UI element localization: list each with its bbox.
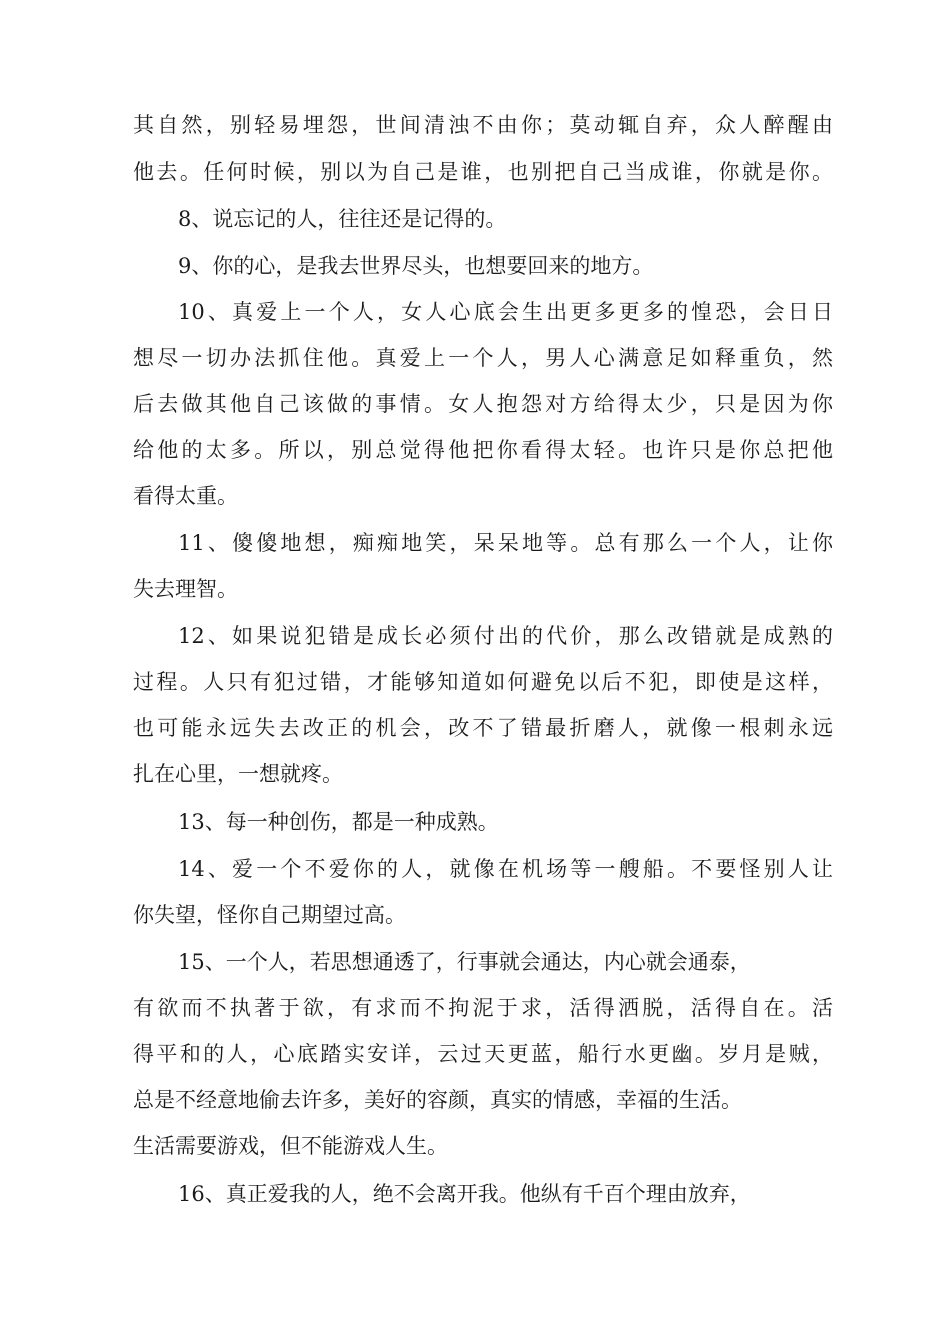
list-item-11: 11、傻傻地想，痴痴地笑，呆呆地等。总有那么一个人，让你 <box>178 531 833 555</box>
list-item-15: 15、一个人，若思想通透了，行事就会通达，内心就会通泰， <box>178 950 751 974</box>
list-item-12: 12、如果说犯错是成长必须付出的代价，那么改错就是成熟的 <box>178 624 833 648</box>
list-item-14: 14、爱一个不爱你的人，就像在机场等一艘船。不要怪别人让 <box>178 857 833 881</box>
text-line: 有欲而不执著于欲，有求而不拘泥于求，活得洒脱，活得自在。活 <box>133 996 833 1020</box>
text-line: 也可能永远失去改正的机会，改不了错最折磨人，就像一根刺永远 <box>133 716 833 740</box>
text-line: 后去做其他自己该做的事情。女人抱怨对方给得太少，只是因为你 <box>133 392 833 416</box>
list-item-9: 9、你的心，是我去世界尽头，也想要回来的地方。 <box>178 254 654 278</box>
text-line: 其自然，别轻易埋怨，世间清浊不由你；莫动辄自弃，众人醉醒由 <box>133 113 833 137</box>
text-line: 得平和的人，心底踏实安详，云过天更蓝，船行水更幽。岁月是贼， <box>133 1042 833 1066</box>
text-line: 看得太重。 <box>133 484 238 508</box>
text-line: 扎在心里，一想就疼。 <box>133 762 343 786</box>
text-line: 失去理智。 <box>133 577 238 601</box>
list-item-16: 16、真正爱我的人，绝不会离开我。他纵有千百个理由放弃， <box>178 1182 751 1206</box>
text-line: 给他的太多。所以，别总觉得他把你看得太轻。也许只是你总把他 <box>133 438 833 462</box>
text-line: 过程。人只有犯过错，才能够知道如何避免以后不犯，即使是这样， <box>133 670 833 694</box>
text-line: 生活需要游戏，但不能游戏人生。 <box>133 1134 448 1158</box>
text-line: 你失望，怪你自己期望过高。 <box>133 903 406 927</box>
list-item-13: 13、每一种创伤，都是一种成熟。 <box>178 810 499 834</box>
list-item-8: 8、说忘记的人，往往还是记得的。 <box>178 207 507 231</box>
text-line: 总是不经意地偷去许多，美好的容颜，真实的情感，幸福的生活。 <box>133 1088 742 1112</box>
list-item-10: 10、真爱上一个人，女人心底会生出更多更多的惶恐，会日日 <box>178 300 833 324</box>
text-line: 想尽一切办法抓住他。真爱上一个人，男人心满意足如释重负，然 <box>133 346 833 370</box>
text-line: 他去。任何时候，别以为自己是谁，也别把自己当成谁，你就是你。 <box>133 160 833 184</box>
